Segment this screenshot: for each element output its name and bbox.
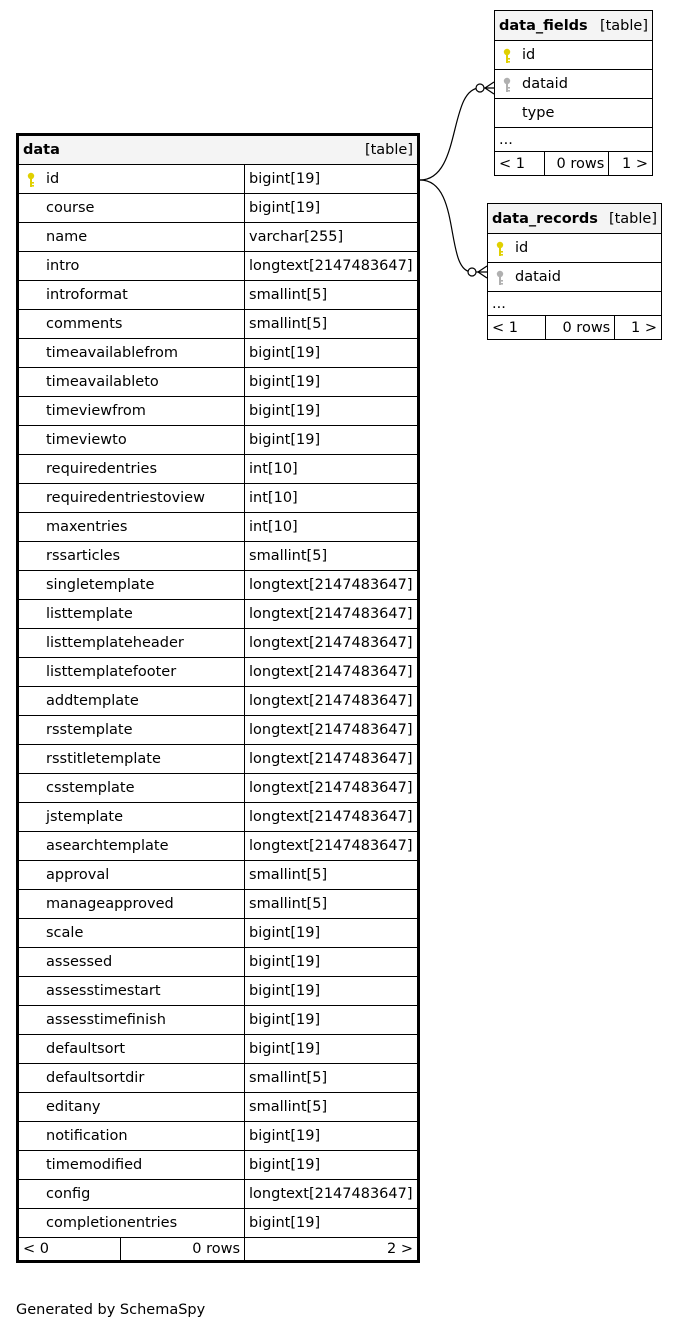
column-type: int[10] [245,455,419,484]
column-name-text: config [46,1186,91,1202]
column-row [18,223,419,252]
column-type: bigint[19] [245,1151,419,1180]
column-row [18,803,419,832]
child-count: 2 > [245,1238,419,1262]
column-type: longtext[2147483647] [245,803,419,832]
column-type: longtext[2147483647] [245,658,419,687]
column-type: smallint[5] [245,890,419,919]
column-type: longtext[2147483647] [245,716,419,745]
parent-count: < 1 [495,152,545,176]
column-name-text: rsstitletemplate [46,751,161,767]
column-name-text: addtemplate [46,693,139,709]
column-row [18,571,419,600]
row-count: 0 rows [120,1238,245,1262]
table-footer [18,1238,419,1262]
primary-key-icon [27,172,35,192]
column-row [18,832,419,861]
more-columns-row [488,292,662,316]
column-type: bigint[19] [245,165,419,194]
relationship-data-fields [420,88,494,180]
column-name-text: scale [46,925,84,941]
table-kind: [table] [364,142,413,158]
column-type: bigint[19] [245,919,419,948]
column-row [18,281,419,310]
column-type: int[10] [245,513,419,542]
column-name [18,832,245,861]
column-name-text: course [46,200,95,216]
column-type: bigint[19] [245,397,419,426]
column-row [18,194,419,223]
table-data [16,133,420,1263]
column-row [18,1035,419,1064]
column-type: bigint[19] [245,1035,419,1064]
table-footer [495,152,653,176]
column-name-text: timeavailableto [46,374,159,390]
column-name-text: defaultsortdir [46,1070,145,1086]
column-row [18,513,419,542]
column-row [18,687,419,716]
column-row [18,861,419,890]
more-columns-row [495,128,653,152]
column-row [18,919,419,948]
more-columns: ... [488,292,662,316]
parent-count: < 0 [18,1238,121,1262]
column-name [18,426,245,455]
column-type: longtext[2147483647] [245,629,419,658]
column-name [495,70,653,99]
column-row [18,397,419,426]
column-name [18,890,245,919]
column-name [18,1006,245,1035]
column-name [18,600,245,629]
column-row [18,252,419,281]
row-count: 0 rows [544,152,609,176]
child-count: 1 > [609,152,653,176]
column-name-text: assesstimestart [46,983,161,999]
column-row [18,542,419,571]
column-name [18,223,245,252]
column-name [18,745,245,774]
column-type: longtext[2147483647] [245,252,419,281]
column-name [18,542,245,571]
column-row [18,426,419,455]
column-name-text: listtemplate [46,606,133,622]
column-type: bigint[19] [245,339,419,368]
column-type: bigint[19] [245,1122,419,1151]
column-row [18,310,419,339]
column-name [18,571,245,600]
column-type: smallint[5] [245,310,419,339]
column-row [495,70,653,99]
column-name-text: id [46,171,60,187]
column-name-text: introformat [46,287,128,303]
more-columns: ... [495,128,653,152]
column-name [18,716,245,745]
table-kind: [table] [608,210,657,227]
foreign-key-icon [503,77,511,97]
column-name [18,1035,245,1064]
column-type: smallint[5] [245,542,419,571]
column-name [18,1093,245,1122]
column-row [18,1122,419,1151]
column-name-text: rsstemplate [46,722,133,738]
relationship-data-records [420,180,487,272]
column-row [18,1093,419,1122]
table-header [18,135,419,165]
table-header [488,204,662,234]
column-name [18,397,245,426]
column-row [18,1006,419,1035]
column-name-text: requiredentries [46,461,158,477]
column-name-text: rssarticles [46,548,121,564]
column-name [18,658,245,687]
column-name-text: type [522,105,555,121]
column-row [18,455,419,484]
column-name-text: timeviewto [46,432,127,448]
foreign-key-icon [496,270,504,290]
row-count: 0 rows [545,316,615,340]
parent-count: < 1 [488,316,546,340]
column-row [18,977,419,1006]
column-type: longtext[2147483647] [245,745,419,774]
column-type: varchar[255] [245,223,419,252]
child-count: 1 > [615,316,662,340]
zero-cardinality-marker [476,84,484,92]
column-name [18,1180,245,1209]
column-name [18,252,245,281]
column-name [18,194,245,223]
table-header [495,11,653,41]
column-type: smallint[5] [245,1093,419,1122]
column-name-text: name [46,229,88,245]
column-name [18,455,245,484]
column-name [495,41,653,70]
column-name-text: comments [46,316,123,332]
column-type: bigint[19] [245,194,419,223]
column-row [18,339,419,368]
column-type: longtext[2147483647] [245,687,419,716]
column-row [495,99,653,128]
primary-key-icon [503,48,511,68]
column-name-text: dataid [522,76,568,92]
column-name-text: id [515,240,529,256]
column-row [18,1209,419,1238]
table-kind: [table] [599,17,648,34]
table-data-records [487,203,662,340]
column-name-text: manageapproved [46,896,174,912]
column-type: longtext[2147483647] [245,571,419,600]
column-name-text: listtemplatefooter [46,664,177,680]
table-title: data_fields [499,17,588,34]
column-type: smallint[5] [245,281,419,310]
column-type: bigint[19] [245,1006,419,1035]
column-name [18,484,245,513]
column-row [18,716,419,745]
column-name-text: timemodified [46,1157,143,1173]
column-row [18,774,419,803]
column-row [488,263,662,292]
column-name-text: singletemplate [46,577,155,593]
column-name [18,1122,245,1151]
column-name-text: timeviewfrom [46,403,146,419]
column-row [18,629,419,658]
column-name [18,165,245,194]
table-data-fields [494,10,653,176]
column-name-text: defaultsort [46,1041,126,1057]
column-type: longtext[2147483647] [245,1180,419,1209]
column-name [18,803,245,832]
column-type: bigint[19] [245,1209,419,1238]
column-name-text: maxentries [46,519,128,535]
column-row [18,658,419,687]
generator-credit: Generated by SchemaSpy [16,1302,206,1318]
column-name-text: assessed [46,954,113,970]
column-name-text: timeavailablefrom [46,345,178,361]
column-name [18,368,245,397]
column-type: bigint[19] [245,426,419,455]
column-name [488,234,662,263]
column-name [18,1209,245,1238]
column-row [18,1180,419,1209]
column-name [18,339,245,368]
column-name-text: dataid [515,269,561,285]
column-type: int[10] [245,484,419,513]
column-name-text: csstemplate [46,780,135,796]
column-type: smallint[5] [245,1064,419,1093]
column-name [18,919,245,948]
zero-cardinality-marker [468,268,476,276]
column-name-text: requiredentriestoview [46,490,205,506]
column-name-text: jstemplate [46,809,124,825]
column-name [18,977,245,1006]
column-row [18,948,419,977]
column-name [18,310,245,339]
column-name [18,629,245,658]
column-row [18,1151,419,1180]
column-row [18,890,419,919]
column-row [495,41,653,70]
column-name [18,861,245,890]
primary-key-icon [496,241,504,261]
column-name-text: intro [46,258,80,274]
column-name [18,948,245,977]
column-row [18,745,419,774]
column-row [18,1064,419,1093]
column-row [18,600,419,629]
column-name-text: approval [46,867,110,883]
column-name [18,687,245,716]
table-footer [488,316,662,340]
column-type: smallint[5] [245,861,419,890]
column-row [18,165,419,194]
table-title: data [23,142,60,158]
column-row [18,368,419,397]
column-name [18,513,245,542]
column-name-text: assesstimefinish [46,1012,166,1028]
column-name [488,263,662,292]
column-type: bigint[19] [245,948,419,977]
column-type: bigint[19] [245,368,419,397]
column-name [495,99,653,128]
column-type: bigint[19] [245,977,419,1006]
column-name [18,1151,245,1180]
column-name-text: listtemplateheader [46,635,184,651]
column-name [18,774,245,803]
column-row [488,234,662,263]
column-name [18,281,245,310]
column-name-text: notification [46,1128,128,1144]
column-name-text: editany [46,1099,101,1115]
column-name [18,1064,245,1093]
column-row [18,484,419,513]
column-name-text: id [522,47,536,63]
column-type: longtext[2147483647] [245,832,419,861]
table-title: data_records [492,210,598,227]
column-name-text: completionentries [46,1215,178,1231]
column-type: longtext[2147483647] [245,774,419,803]
column-name-text: asearchtemplate [46,838,169,854]
column-type: longtext[2147483647] [245,600,419,629]
